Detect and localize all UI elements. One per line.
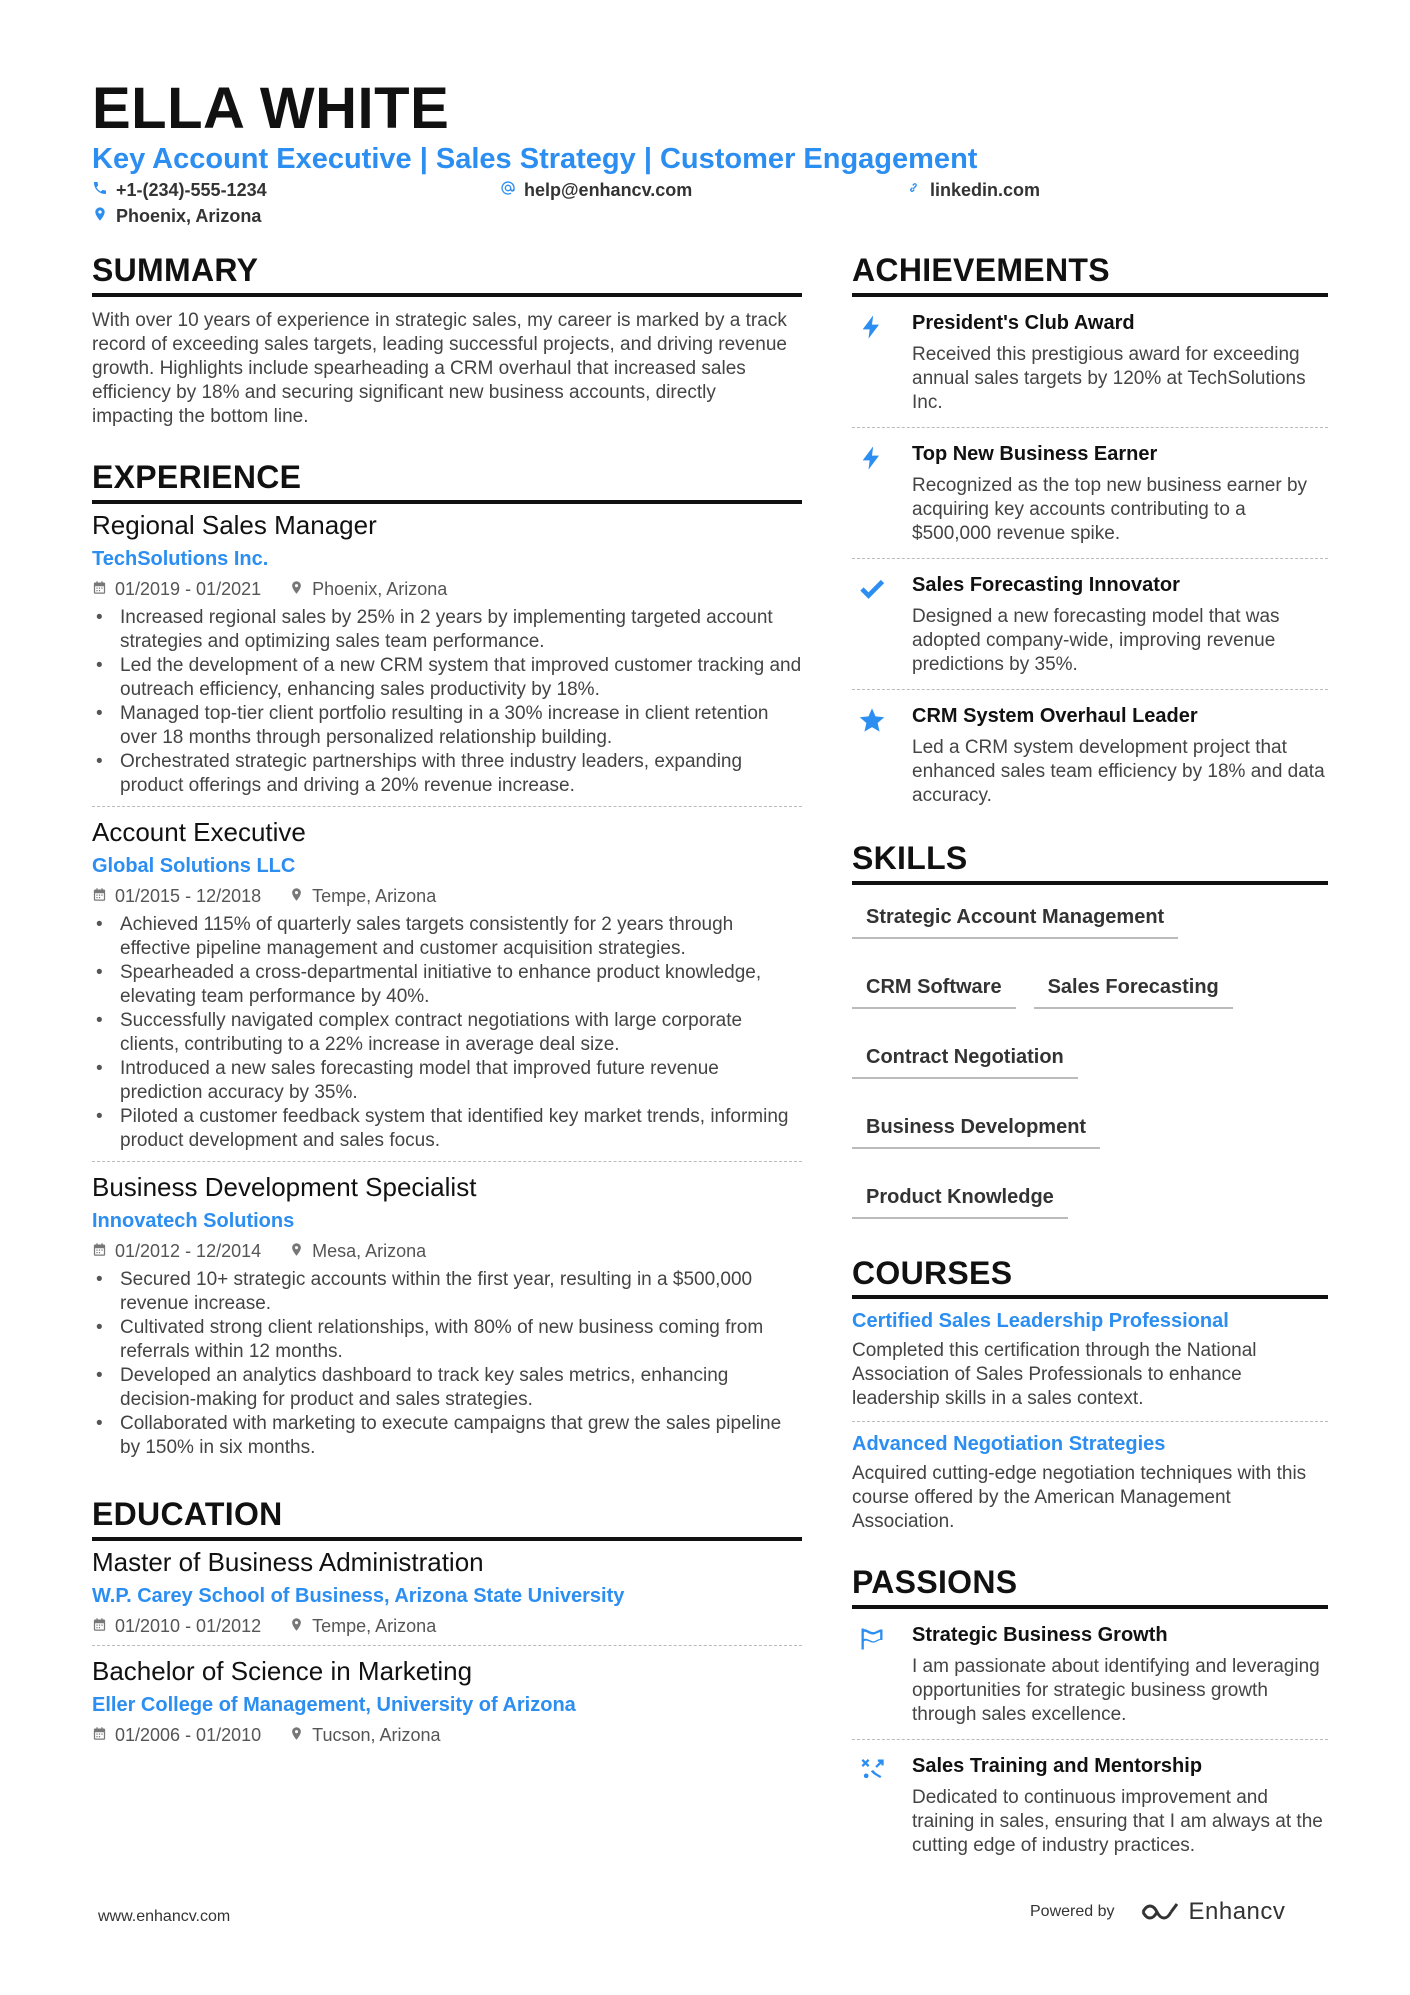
course-title: Advanced Negotiation Strategies [852, 1433, 1166, 1456]
date-range: 01/2019 - 01/2021 [92, 579, 261, 600]
experience-list [92, 510, 802, 1461]
job-location: Mesa, Arizona [289, 1241, 426, 1262]
skill-tag: Contract Negotiation [852, 1037, 1078, 1079]
flag-icon [852, 1623, 892, 1727]
course-item [852, 1432, 1328, 1534]
passions-heading: PASSIONS [852, 1564, 1328, 1609]
meta-row [92, 1241, 802, 1262]
achievements-heading: ACHIEVEMENTS [852, 252, 1328, 297]
experience-bullet: • Cultivated strong client relationships, with 80% of new business coming from referrals within 12 months. [92, 1316, 802, 1364]
meta-row [92, 1725, 802, 1746]
experience-bullet: • Increased regional sales by 25% in 2 years by implementing targeted account strategies and optimizing sales team performance. [92, 606, 802, 654]
experience-entry [92, 510, 802, 807]
experience-bullet: • Developed an analytics dashboard to track key sales metrics, enhancing decision-making for product and sales strategies. [92, 1364, 802, 1412]
achievement-title: CRM System Overhaul Leader [912, 704, 1198, 727]
left-column [92, 252, 802, 1746]
location-pin-icon [289, 1616, 304, 1637]
summary-heading: SUMMARY [92, 252, 802, 297]
achievements-list [852, 297, 1328, 820]
job-title: Regional Sales Manager [92, 509, 377, 540]
location-pin-icon [289, 886, 304, 907]
footer-website[interactable]: www.enhancv.com [98, 1908, 231, 1925]
experience-bullet: • Successfully navigated complex contract negotiations with large corporate clients, contributing to a 22% increase in average deal size. [92, 1009, 802, 1057]
course-desc: Acquired cutting-edge negotiation techniques with this course offered by the American Management Association. [852, 1463, 1307, 1533]
divider [852, 1421, 1328, 1422]
school-name: W.P. Carey School of Business, Arizona State University [92, 1585, 625, 1608]
experience-entry [92, 817, 802, 1162]
company-name: TechSolutions Inc. [92, 547, 269, 570]
job-location: Tempe, Arizona [289, 886, 436, 907]
achievement-desc: Recognized as the top new business earner by acquiring key accounts contributing to a $500,000 revenue spike. [912, 474, 1308, 544]
job-location: Tucson, Arizona [289, 1725, 440, 1746]
courses-list [852, 1309, 1328, 1534]
location-pin-icon [92, 206, 108, 227]
skills-list [852, 897, 1328, 1219]
candidate-title: Key Account Executive | Sales Strategy | Customer Engagement [92, 143, 978, 175]
achievement-item [852, 428, 1328, 558]
calendar-icon [92, 1241, 107, 1262]
lightning-icon [852, 311, 892, 415]
experience-bullets [92, 913, 802, 1153]
phone-icon [92, 180, 108, 201]
achievement-item [852, 559, 1328, 689]
contact-phone [92, 180, 267, 201]
contact-email [500, 180, 692, 201]
location-text: Phoenix, Arizona [116, 206, 262, 226]
passions-list [852, 1609, 1328, 1870]
calendar-icon [92, 579, 107, 600]
experience-bullets [92, 606, 802, 798]
education-heading: EDUCATION [92, 1496, 802, 1541]
passion-item [852, 1609, 1328, 1739]
divider [92, 1161, 802, 1162]
date-range: 01/2012 - 12/2014 [92, 1241, 261, 1262]
achievement-title: Sales Forecasting Innovator [912, 573, 1180, 596]
skills-heading: SKILLS [852, 840, 1328, 885]
strategy-icon [852, 1754, 892, 1858]
contact-location [92, 206, 261, 227]
achievement-desc: Led a CRM system development project that enhanced sales team efficiency by 18% and data accuracy. [912, 736, 1325, 806]
divider [92, 1645, 802, 1646]
skill-tag: Product Knowledge [852, 1177, 1068, 1219]
skill-tag: Business Development [852, 1107, 1100, 1149]
experience-entry [92, 1172, 802, 1460]
enhancv-logo-icon [1137, 1900, 1181, 1924]
skill-tag: CRM Software [852, 967, 1016, 1009]
job-title: Account Executive [92, 816, 306, 847]
experience-heading: EXPERIENCE [92, 459, 802, 504]
enhancv-logo [1137, 1898, 1286, 1926]
linkedin-text[interactable]: linkedin.com [930, 180, 1041, 200]
experience-bullet: • Achieved 115% of quarterly sales targets consistently for 2 years through effective pipeline management and customer acquisition strategies. [92, 913, 802, 961]
experience-bullet: • Introduced a new sales forecasting model that improved future revenue prediction accuracy by 35%. [92, 1057, 802, 1105]
school-name: Eller College of Management, University of Arizona [92, 1694, 576, 1717]
calendar-icon [92, 1616, 107, 1637]
candidate-name: ELLA WHITE [92, 76, 450, 141]
date-range: 01/2015 - 12/2018 [92, 886, 261, 907]
at-icon [500, 180, 516, 201]
passion-title: Sales Training and Mentorship [912, 1755, 1203, 1778]
divider [92, 806, 802, 807]
courses-heading: COURSES [852, 1255, 1328, 1300]
experience-bullet: • Collaborated with marketing to execute campaigns that grew the sales pipeline by 150% in six months. [92, 1412, 802, 1460]
location-pin-icon [289, 1241, 304, 1262]
course-title: Certified Sales Leadership Professional [852, 1310, 1229, 1333]
experience-bullet: • Spearheaded a cross-departmental initiative to enhance product knowledge, elevating team performance by 40%. [92, 961, 802, 1009]
education-entry [92, 1656, 802, 1746]
education-list [92, 1547, 802, 1746]
skill-tag: Strategic Account Management [852, 897, 1178, 939]
passion-desc: Dedicated to continuous improvement and training in sales, ensuring that I am always at the cutting edge of industry practices. [912, 1787, 1323, 1857]
footer-branding [1030, 1898, 1285, 1926]
experience-bullet: • Orchestrated strategic partnerships with three industry leaders, expanding product offerings and driving a 20% revenue increase. [92, 750, 802, 798]
achievement-desc: Designed a new forecasting model that was adopted company-wide, improving revenue predictions by 35%. [912, 605, 1280, 675]
achievement-title: President's Club Award [912, 311, 1135, 334]
experience-bullet: • Piloted a customer feedback system that identified key market trends, informing product development and sales focus. [92, 1105, 802, 1153]
achievement-item [852, 690, 1328, 820]
email-text[interactable]: help@enhancv.com [524, 180, 693, 200]
calendar-icon [92, 1725, 107, 1746]
meta-row [92, 886, 802, 907]
experience-bullets [92, 1268, 802, 1460]
course-desc: Completed this certification through the National Association of Sales Professionals to enhance leadership skills in a sales context. [852, 1340, 1257, 1410]
location-pin-icon [289, 579, 304, 600]
achievement-desc: Received this prestigious award for exceeding annual sales targets by 120% at TechSolutions Inc. [912, 343, 1306, 413]
achievement-title: Top New Business Earner [912, 442, 1158, 465]
phone-text: +1-(234)-555-1234 [116, 180, 267, 200]
degree: Bachelor of Science in Marketing [92, 1656, 473, 1687]
contact-linkedin [906, 180, 1040, 201]
date-range: 01/2010 - 01/2012 [92, 1616, 261, 1637]
company-name: Innovatech Solutions [92, 1210, 295, 1233]
course-item [852, 1309, 1328, 1422]
job-location: Phoenix, Arizona [289, 579, 447, 600]
lightning-icon [852, 442, 892, 546]
right-column [852, 252, 1328, 1870]
experience-bullet: • Secured 10+ strategic accounts within the first year, resulting in a $500,000 revenue increase. [92, 1268, 802, 1316]
meta-row [92, 579, 802, 600]
passion-title: Strategic Business Growth [912, 1624, 1168, 1647]
link-icon [906, 180, 922, 201]
job-title: Business Development Specialist [92, 1171, 477, 1202]
calendar-icon [92, 886, 107, 907]
skill-tag: Sales Forecasting [1034, 967, 1233, 1009]
passion-desc: I am passionate about identifying and leveraging opportunities for strategic business growth through sales excellence. [912, 1656, 1320, 1726]
summary-text: With over 10 years of experience in strategic sales, my career is marked by a track record of exceeding sales targets, leading successful projects, and driving revenue growth. Highlights include spearheading a CRM overhaul that increased sales efficiency by 18% and securing significant new business accounts, directly impacting the bottom line. [92, 309, 787, 427]
powered-by-text: Powered by [1030, 1903, 1115, 1920]
achievement-item [852, 297, 1328, 427]
passion-item [852, 1740, 1328, 1870]
experience-bullet: • Managed top-tier client portfolio resulting in a 30% increase in client retention over 18 months through personalized relationship building. [92, 702, 802, 750]
brand-name: Enhancv [1188, 1898, 1286, 1925]
company-name: Global Solutions LLC [92, 854, 296, 877]
experience-bullet: • Led the development of a new CRM system that improved customer tracking and outreach efficiency, enhancing sales productivity by 18%. [92, 654, 802, 702]
degree: Master of Business Administration [92, 1546, 484, 1577]
checkmark-icon [852, 573, 892, 677]
job-location: Tempe, Arizona [289, 1616, 436, 1637]
star-icon [852, 704, 892, 808]
location-pin-icon [289, 1725, 304, 1746]
date-range: 01/2006 - 01/2010 [92, 1725, 261, 1746]
education-entry [92, 1547, 802, 1646]
meta-row [92, 1616, 802, 1637]
